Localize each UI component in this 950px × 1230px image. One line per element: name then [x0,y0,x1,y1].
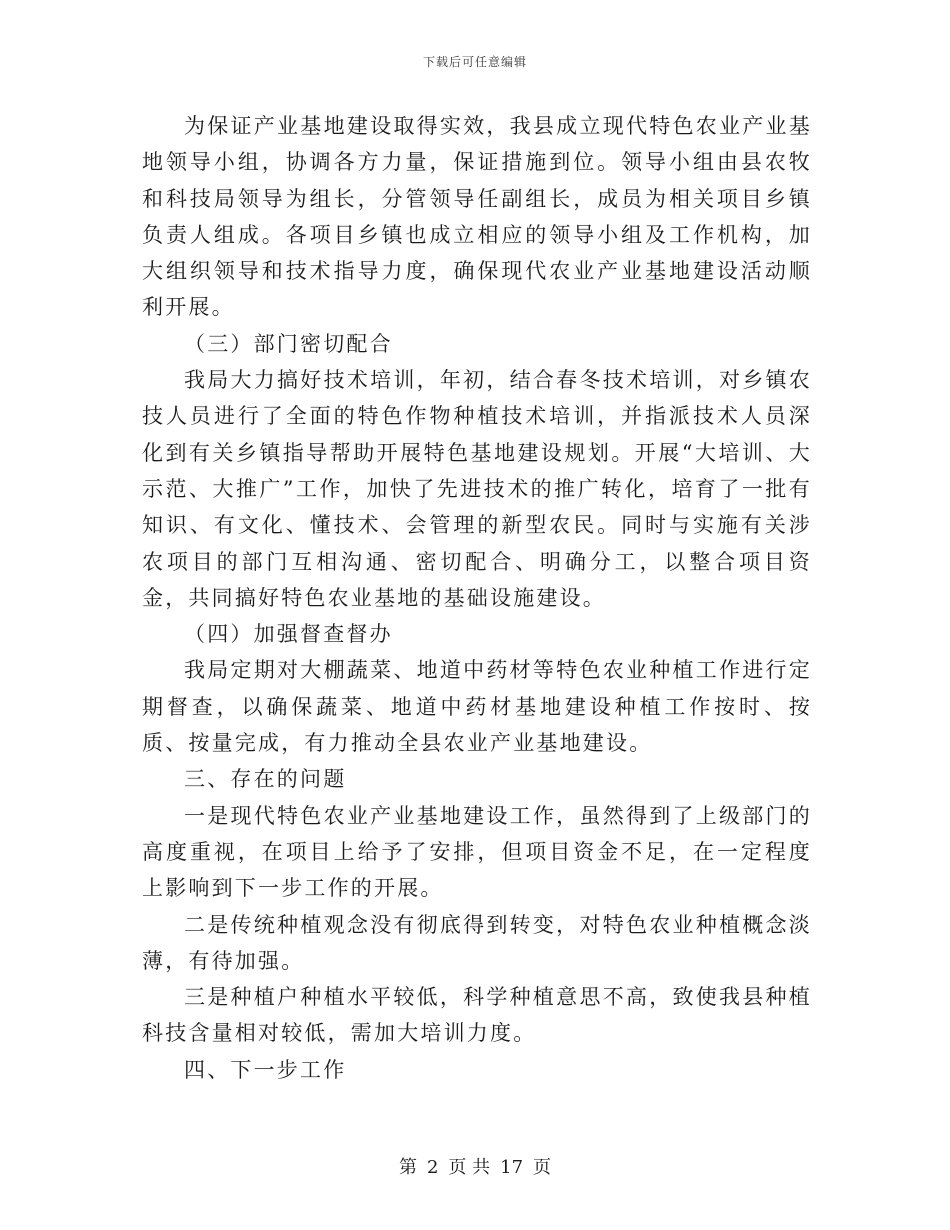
heading-next-steps: 四、下一步工作 [184,1057,347,1082]
paragraph-inspection: 我局定期对大棚蔬菜、地道中药材等特色农业种植工作进行定期督查，以确保蔬菜、地道中药材基地建设种植工作按时、按质、按量完成，有力推动全县农业产业基地建设。 [142,658,812,756]
footer-total-pages: 17 [500,1157,524,1178]
heading-supervision: （四）加强督查督办 [184,622,393,647]
footer-middle: 页 共 [448,1157,491,1178]
paragraph-problem-three: 三是种植户种植水平较低，科学种植意思不高，致使我县种植科技含量相对较低，需加大培训力度。 [142,985,812,1046]
paragraph-technical-training: 我局大力搞好技术培训，年初，结合春冬技术培训，对乡镇农技人员进行了全面的特色作物种植技术培训，并指派技术人员深化到有关乡镇指导帮助开展特色基地建设规划。开展“大培训、大示范、大推广”工作，加快了先进技术的推广转化，培育了一批有知识、有文化、懂技术、会管理的新型农民。同时与实施有关涉农项目的部门互相沟通、密切配合、明确分工，以整合项目资金，共同搞好特色农业基地的基础设施建设。 [142,368,812,610]
page-number-footer [0,1153,950,1179]
paragraph-problem-one: 一是现代特色农业产业基地建设工作，虽然得到了上级部门的高度重视，在项目上给予了安排，但项目资金不足，在一定程度上影响到下一步工作的开展。 [142,803,812,901]
footer-suffix: 页 [533,1157,552,1178]
heading-department-cooperation: （三）部门密切配合 [184,331,393,356]
document-body [142,108,812,1088]
paragraph-problem-two: 二是传统种植观念没有彻底得到转变，对特色农业种植概念淡薄，有待加强。 [142,912,812,973]
heading-existing-problems: 三、存在的问题 [184,767,347,792]
page-header-note: 下载后可任意编辑 [422,55,527,69]
footer-prefix: 第 [398,1157,417,1178]
paragraph-leadership-group: 为保证产业基地建设取得实效，我县成立现代特色农业产业基地领导小组，协调各方力量，保证措施到位。领导小组由县农牧和科技局领导为组长，分管领导任副组长，成员为相关项目乡镇负责人组成。各项目乡镇也成立相应的领导小组及工作机构，加大组织领导和技术指导力度，确保现代农业产业基地建设活动顺利开展。 [142,114,812,320]
footer-current-page: 2 [426,1157,439,1178]
